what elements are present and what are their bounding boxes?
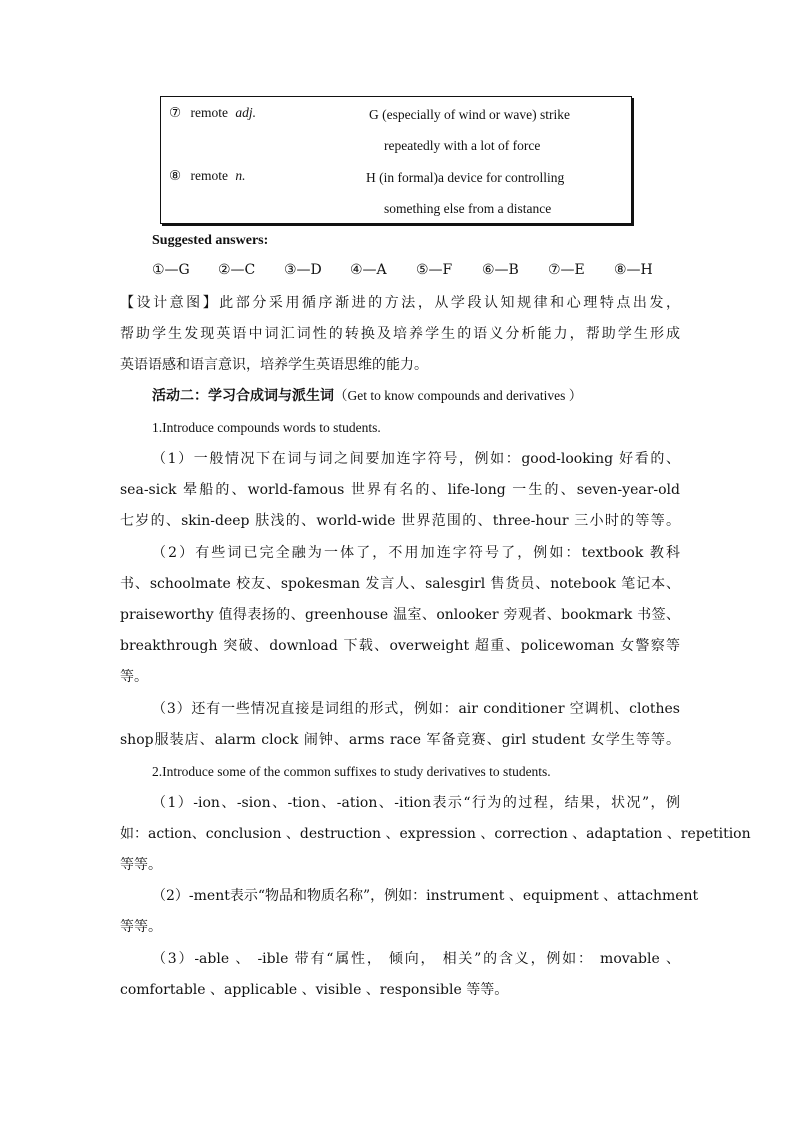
answer-item: ②—C <box>218 262 256 278</box>
suggested-answers-list <box>152 262 680 278</box>
answer-item: ④—A <box>350 262 387 278</box>
answer-item: ⑧—H <box>614 262 653 278</box>
definition-g-line1: G (especially of wind or wave) strike <box>369 107 570 122</box>
compounds-p2-line: （2）有些词已完全融为一体了，不用加连字符号了，例如：textbook 教科 <box>152 545 680 561</box>
design-intent-line: 帮助学生发现英语中词汇词性的转换及培养学生的语义分析能力，帮助学生形成 <box>120 326 680 342</box>
compounds-p2-line: 书、schoolmate 校友、spokesman 发言人、salesgirl 售货员、notebook 笔记本、 <box>120 576 680 592</box>
answer-item: ③—D <box>284 262 322 278</box>
compounds-p3-line: shop服装店、alarm clock 闹钟、arms race 军备竞赛、girl student 女学生等等。 <box>120 732 680 748</box>
definition-h-line2: something else from a distance <box>384 201 552 216</box>
term-word: remote <box>190 105 228 120</box>
table-row-7-term <box>169 105 256 121</box>
suffix-ion-line: 等等。 <box>120 857 162 873</box>
answer-item: ①—G <box>152 262 190 278</box>
activity-title-en: （Get to know compounds and derivatives ） <box>334 388 583 403</box>
definition-g-line2: repeatedly with a lot of force <box>384 138 541 153</box>
row-number: ⑦ <box>169 105 182 120</box>
activity-title-cn: 活动二：学习合成词与派生词 <box>152 389 334 404</box>
part-of-speech: n. <box>235 168 246 183</box>
matching-table <box>160 96 632 224</box>
row-number: ⑧ <box>169 168 182 183</box>
suffix-ment-line: 等等。 <box>120 919 162 935</box>
answer-item: ⑥—B <box>482 262 519 278</box>
compounds-p2-line: praiseworthy 值得表扬的、greenhouse 温室、onlooker 旁观者、bookmark 书签、 <box>120 607 680 623</box>
term-word: remote <box>190 168 228 183</box>
section-intro-compounds: 1.Introduce compounds words to students. <box>152 420 381 435</box>
definition-h-line1: H (in formal)a device for controlling <box>366 170 565 185</box>
compounds-p1-line: （1）一般情况下在词与词之间要加连字符号，例如：good-looking 好看的、 <box>152 451 680 467</box>
suffix-ion-line: 如：action、conclusion 、destruction 、expression 、correction 、adaptation 、repetition <box>120 826 751 842</box>
suffix-able-line: comfortable 、applicable 、visible 、responsible 等等。 <box>120 982 509 998</box>
suffix-ion-line: （1）-ion、-sion、-tion、-ation、-ition表示“行为的过程，结果，状况”，例 <box>152 795 680 811</box>
section-intro-suffixes: 2.Introduce some of the common suffixes to study derivatives to students. <box>152 764 551 779</box>
design-intent-line: 英语语感和语言意识，培养学生英语思维的能力。 <box>120 357 428 373</box>
answer-item: ⑤—F <box>416 262 453 278</box>
compounds-p1-line: sea-sick 晕船的、world-famous 世界有名的、life-long 一生的、seven-year-old <box>120 482 680 498</box>
compounds-p2-line: breakthrough 突破、download 下载、overweight 超重、policewoman 女警察等 <box>120 638 680 654</box>
table-row-8-term <box>169 168 245 184</box>
design-intent-line: 【设计意图】此部分采用循序渐进的方法，从学段认知规律和心理特点出发， <box>120 295 680 311</box>
compounds-p3-line: （3）还有一些情况直接是词组的形式，例如：air conditioner 空调机、clothes <box>152 701 680 717</box>
compounds-p2-line: 等。 <box>120 669 148 685</box>
part-of-speech: adj. <box>235 105 256 120</box>
suffix-ment-line: （2）-ment表示“物品和物质名称”，例如：instrument 、equipment 、attachment <box>152 888 699 904</box>
suggested-answers-title: Suggested answers: <box>152 233 269 248</box>
activity-heading <box>152 386 712 407</box>
answer-item: ⑦—E <box>548 262 585 278</box>
compounds-p1-line: 七岁的、skin-deep 肤浅的、world-wide 世界范围的、three-hour 三小时的等等。 <box>120 513 680 529</box>
suffix-able-line: （3）-able 、 -ible 带有“属性， 倾向， 相关”的含义，例如： movable 、 <box>152 951 680 967</box>
